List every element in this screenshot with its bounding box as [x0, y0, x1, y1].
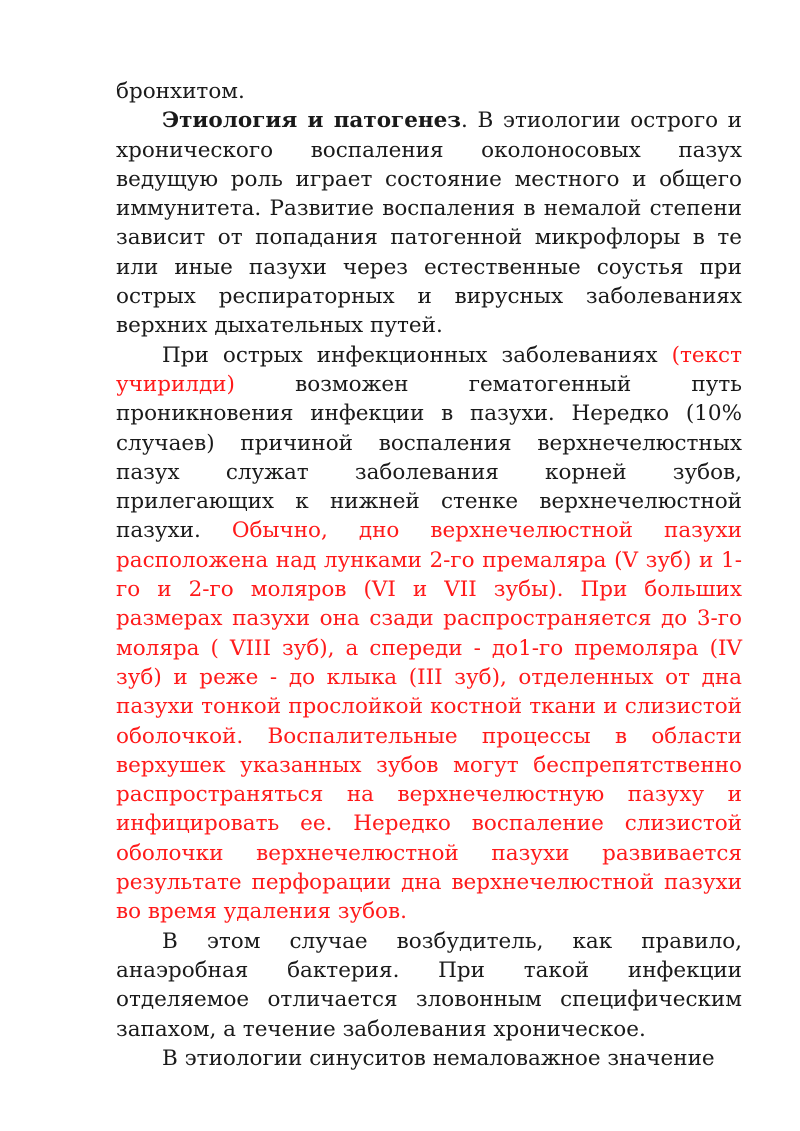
paragraph-sinusitis: [116, 1044, 742, 1073]
paragraph-text-start: При острых инфекционных заболеваниях: [162, 342, 672, 368]
paragraph-text: . В этиологии острого и хронического воспаления околоносовых пазух ведущую роль играет состояние местного и общего иммунитета. Развитие воспаления в немалой степени зависит от попадания патогенной микрофлоры в те или иные пазухи через естественные соустья при острых респираторных и вирусных заболеваниях верхних дыхательных путей.: [116, 108, 742, 339]
paragraph-anaerobic: [116, 927, 742, 1044]
paragraph-text: В этиологии синуситов немаловажное значение: [162, 1045, 715, 1071]
paragraph-infection: [116, 341, 742, 927]
section-heading: Этиология и патогенез: [162, 108, 462, 134]
continuation-text: бронхитом.: [116, 79, 245, 104]
paragraph-continuation: [116, 77, 742, 106]
highlighted-text-block: Обычно, дно верхнечелюстной пазухи расположена над лунками 2-го премаляра (V зуб) и 1-го и 2-го моляров (VI и VII зубы). При больших размерах пазухи она сзади распространяется до 3-го моляра ( VIII зуб), а спереди - до1-го премоляра (IV зуб) и реже - до клыка (III зуб), отделенных от дна пазухи тонкой прослойкой костной ткани и слизистой оболочкой. Воспалительные процессы в области верхушек указанных зубов могут беспрепятственно распространяться на верхнечелюстную пазуху и инфицировать ее. Нередко воспаление слизистой оболочки верхнечелюстной пазухи развивается результате перфорации дна верхнечелюстной пазухи во время удаления зубов.: [116, 518, 742, 925]
paragraph-text: В этом случае возбудитель, как правило, анаэробная бактерия. При такой инфекции отделяемое отличается зловонным специфическим запахом, а течение заболевания хроническое.: [116, 928, 742, 1042]
highlighted-text: (текст учирилди): [116, 342, 742, 397]
document-page: [116, 77, 742, 1073]
paragraph-etiology: [116, 106, 742, 340]
paragraph-text-middle: возможен гематогенный путь проникновения инфекции в пазухи. Нередко (10% случаев) причиной воспаления верхнечелюстных пазух служат заболевания корней зубов, прилегающих к нижней стенке верхнечелюстной пазухи.: [116, 371, 742, 544]
